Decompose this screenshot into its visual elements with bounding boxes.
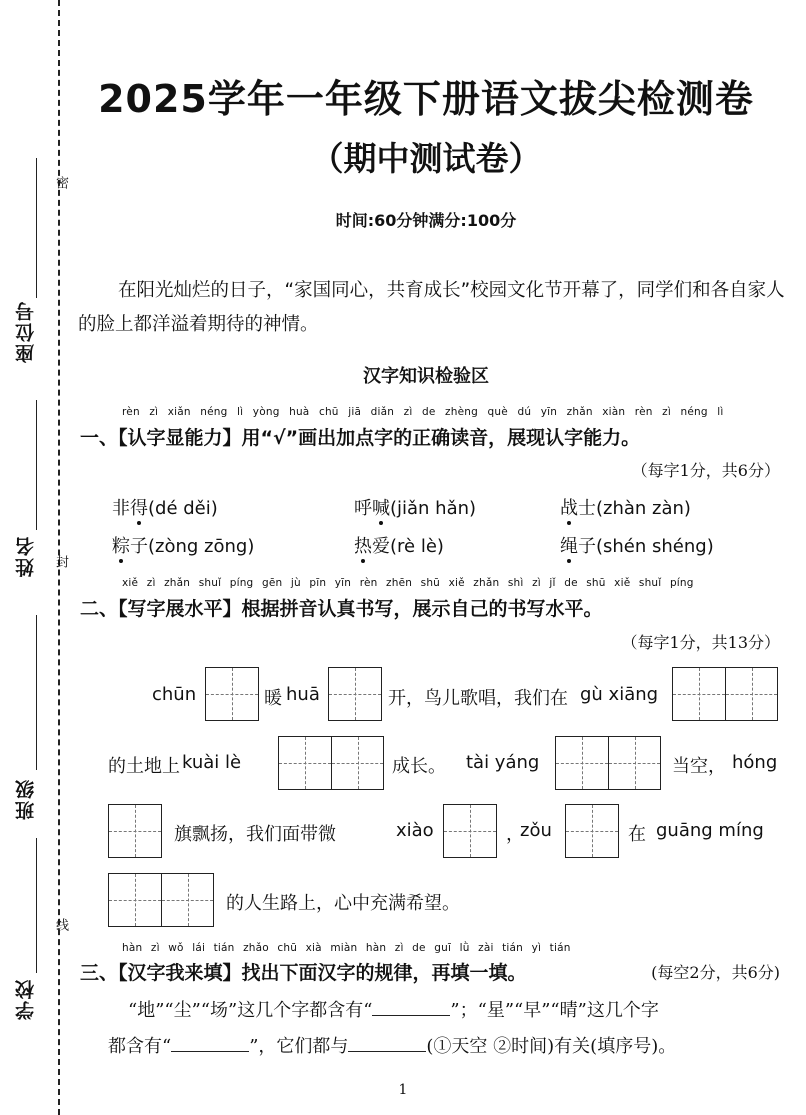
school-blank-line <box>36 838 37 973</box>
writing-grid-hong[interactable] <box>108 804 162 858</box>
q3-heading: 三、【汉字我来填】找出下面汉字的规律，再填一填。 <box>80 962 527 984</box>
writing-grid-guxiang[interactable] <box>672 667 778 721</box>
q2-heading: 二、【写字展水平】根据拼音认真书写，展示自己的书写水平。 <box>80 598 603 620</box>
q3-line-2: 都含有“ ”，它们都与 (①天空 ②时间)有关(填序号)。 <box>108 1032 676 1058</box>
q3-score: (每空2分，共6分) <box>651 963 780 982</box>
q2-text-7: 在 <box>628 824 646 845</box>
q3-blank-3[interactable] <box>348 1033 426 1052</box>
writing-grid-chun[interactable] <box>205 667 259 721</box>
page-number: 1 <box>398 1082 408 1098</box>
q2-text-nuan: 暖 <box>264 688 282 709</box>
q2-text-3: 成长。 <box>392 756 446 777</box>
q2-pinyin-chun: chūn <box>152 684 197 705</box>
q2-pinyin-annotation: xiě zì zhǎn shuǐ píng gēn jù pīn yīn rèn zhēn shū xiě zhǎn shì zì jǐ de shū xiě shuǐ píng <box>122 577 694 589</box>
q2-pinyin-guxiang: gù xiāng <box>580 684 659 705</box>
q2-score: （每字1分，共13分） <box>621 633 780 652</box>
q1-item-5[interactable]: 热爱(rè lè) <box>354 532 444 558</box>
q1-pinyin-annotation: rèn zì xiǎn néng lì yòng huà chū jiā diǎn zì de zhèng què dú yīn zhǎn xiàn rèn zì néng lì <box>122 406 724 418</box>
q1-item-1[interactable]: 非得(dé děi) <box>112 494 218 520</box>
seal-mark-xian: 线 <box>53 918 68 931</box>
section-title: 汉字知识检验区 <box>363 366 489 387</box>
intro-paragraph: 在阳光灿烂的日子，“家国同心，共育成长”校园文化节开幕了，同学们和各自家人的脸上都洋溢着期待的神情。 <box>78 280 785 335</box>
q1-heading: 一、【认字显能力】用“√”画出加点字的正确读音，展现认字能力。 <box>80 427 641 449</box>
writing-grid-hua[interactable] <box>328 667 382 721</box>
q3-blank-2[interactable] <box>171 1033 249 1052</box>
q2-text-8: 的人生路上，心中充满希望。 <box>226 893 460 914</box>
writing-grid-xiao[interactable] <box>443 804 497 858</box>
seal-mark-mi: 密 <box>53 176 68 189</box>
q1-item-4[interactable]: 粽子(zòng zōng) <box>112 532 254 558</box>
writing-grid-guangming[interactable] <box>108 873 214 927</box>
q2-text-1: 开，鸟儿歌唱，我们在 <box>388 688 568 709</box>
name-blank-line <box>36 400 37 530</box>
q2-pinyin-taiyang: tài yáng <box>466 752 540 773</box>
time-score-info: 时间:60分钟满分:100分 <box>335 211 517 230</box>
class-blank-line <box>36 615 37 770</box>
q2-text-5: 旗飘扬，我们面带微 <box>174 824 336 845</box>
writing-grid-taiyang[interactable] <box>555 736 661 790</box>
school-label: 学校 <box>15 978 37 1020</box>
q2-pinyin-zou: zǒu <box>520 820 552 841</box>
q2-pinyin-hong: hóng <box>732 752 778 773</box>
q3-line-1: “地”“尘”“场”这几个字都含有“ ”；“星”“早”“晴”这几个字 <box>128 996 659 1022</box>
seat-label: 座位号 <box>15 300 37 363</box>
q3-blank-1[interactable] <box>372 997 450 1016</box>
writing-grid-zou[interactable] <box>565 804 619 858</box>
q2-text-4: 当空， <box>672 756 726 777</box>
q1-item-3[interactable]: 战士(zhàn zàn) <box>560 494 691 520</box>
q2-pinyin-guangming: guāng míng <box>656 820 764 841</box>
name-label: 姓名 <box>15 535 37 577</box>
q1-item-6[interactable]: 绳子(shén shéng) <box>560 532 714 558</box>
q2-pinyin-xiao: xiào <box>396 820 434 841</box>
writing-grid-kuaile[interactable] <box>278 736 384 790</box>
q2-pinyin-hua: huā <box>286 684 320 705</box>
q1-score: （每字1分，共6分） <box>631 461 780 480</box>
q2-pinyin-kuaile: kuài lè <box>182 752 242 773</box>
seat-blank-line <box>36 158 37 298</box>
exam-subtitle: （期中测试卷） <box>310 139 542 178</box>
exam-title: 2025学年一年级下册语文拔尖检测卷 <box>98 77 754 121</box>
class-label: 班级 <box>15 778 37 820</box>
seal-mark-feng: 封 <box>53 555 68 568</box>
q1-item-2[interactable]: 呼喊(jiǎn hǎn) <box>354 494 476 520</box>
q2-text-2: 的土地上 <box>108 756 180 777</box>
q2-text-6: ， <box>506 824 524 845</box>
q3-pinyin-annotation: hàn zì wǒ lái tián zhǎo chū xià miàn hàn zì de guī lǜ zài tián yì tián <box>122 942 571 954</box>
